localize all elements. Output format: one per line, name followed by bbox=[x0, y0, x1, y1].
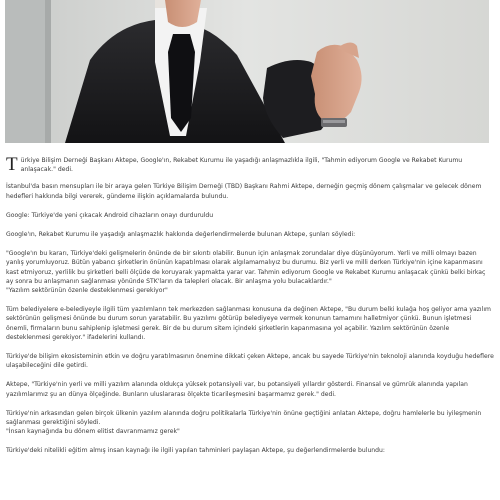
article-paragraph: Tüm belediyelere e-belediyeyle ilgili tüm yazılımların tek merkezden sağlanması konusuna da değinen Aktepe, "Bu durum belki kulağa hoş geliyor ama yazılım sektörünün gelişmesi önünde bu durum sorun yaratabilir. Bu yazılımı götürüp belediyeye vermek konunun tamamını halletmiyor çünkü. Bunun işletmesi önemli, firmaların bunu sahiplenip işletmesi gerek. Bir de bu durum sitem içindeki şirketlerin kapanmasına yol açabilir. Yazılım sektörünün özenle desteklenmesi gerekiyor." ifadelerini kullandı. bbox=[6, 306, 491, 341]
article-paragraph: Türkiye'deki nitelikli eğitim almış insan kaynağı ile ilgili yapılan tahminleri paylaşan Aktepe, şu değerlendirmelerde bulundu: bbox=[6, 447, 385, 455]
article-lead bbox=[6, 156, 494, 174]
speaker-photo-image bbox=[5, 0, 489, 143]
article-paragraph: Türkiye'nin arkasından gelen birçok ülkenin yazılım alanında doğru politikalarla Türkiye'nin önüne geçtiğini anlatan Aktepe, doğru hamlelerle bu iyileşmenin sağlanması gerektiğini söyledi. "İnsan kaynağında bu dönem elitist davranmamız gerek" bbox=[6, 409, 482, 436]
article-paragraph: Türkiye'de bilişim ekosisteminin etkin ve doğru yaratılmasının önemine dikkati çeken Aktepe, ancak bu sayede Türkiye'nin teknoloji alanında koyduğu hedeflere ulaşabileceğini dile getirdi. bbox=[6, 353, 494, 370]
article-paragraph: Google'ın, Rekabet Kurumu ile yaşadığı anlaşmazlık hakkında değerlendirmelerde bulunan Aktepe, şunları söyledi: bbox=[6, 231, 356, 239]
article-paragraph: İstanbul'da basın mensupları ile bir araya gelen Türkiye Bilişim Derneği (TBD) Başkanı Rahmi Aktepe, derneğin geçmiş dönem çalışmalar ve gelecek dönem hedefleri hakkında bilgi vererek, gündeme ilişkin açıklamalarda bulundu. bbox=[6, 183, 482, 200]
article-paragraph: Aktepe, "Türkiye'nin yerli ve milli yazılım alanında oldukça yüksek potansiyeli var, bu potansiyeli yıllardır gösterdi. Finansal ve gümrük alanında yapılan yazılımlarımız şu an dünya ölçeğinde. Bunların uluslararası ölçekte ticarileşmesini başarmamız gerek." dedi. bbox=[6, 381, 468, 398]
article-paragraph: "Google'ın bu kararı, Türkiye'deki gelişmelerin önünde de bir sıkıntı olabilir. Bunun için anlaşmak zorundalar diye düşünüyorum. Yerli ve milli olmayı bazen yanlış yorumluyoruz. Bütün yabancı şirketlerin önünün kapatılması olarak algılamamalıyız bu durumu. Biz yerli ve milli derken Türkiye'nin içine kapanmasını kast etmiyoruz, yerlilik bu şirketleri belli ölçüde de koruyarak yapmakta yarar var. Tahmin ediyorum Google ve Rekabet Kurumu anlaşacak çünkü belki birkaç ay sonra bu anlaşmanın sağlanması yönünde STK'ların da talepleri olacak. Bir anlaşma yolu bulacaklardır." "Yazılım sektörünün özenle desteklenmesi gerekiyor" bbox=[6, 250, 486, 295]
dropcap-letter: T bbox=[6, 154, 18, 175]
article-photo bbox=[5, 0, 489, 143]
lead-text: ürkiye Bilişim Derneği Başkanı Aktepe, Google'ın, Rekabet Kurumu ile yaşadığı anlaşmazlıkla ilgili, "Tahmin ediyorum Google ve Rekabet Kurumu anlaşacak." dedi. bbox=[20, 157, 463, 174]
article-body bbox=[6, 156, 494, 466]
article-paragraph: Google: Türkiye'de yeni çıkacak Android cihazların onayı durduruldu bbox=[6, 211, 214, 219]
